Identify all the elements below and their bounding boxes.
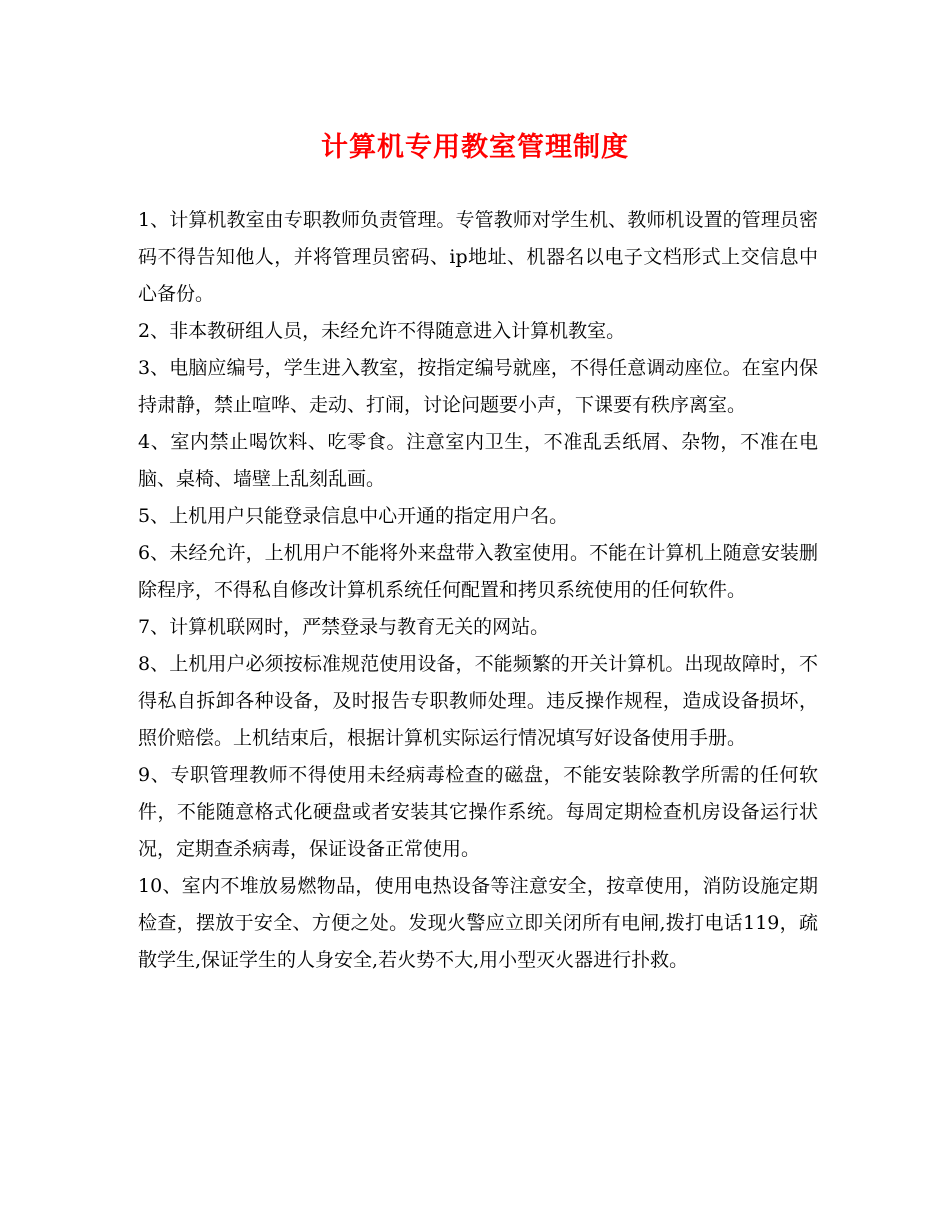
rule-item-6: 6、未经允许，上机用户不能将外来盘带入教室使用。不能在计算机上随意安装删除程序，不得私自修改计算机系统任何配置和拷贝系统使用的任何软件。	[138, 542, 818, 601]
rule-item-9: 9、专职管理教师不得使用未经病毒检查的磁盘，不能安装除教学所需的任何软件，不能随意格式化硬盘或者安装其它操作系统。每周定期检查机房设备运行状况，定期查杀病毒，保证设备正常使用。	[138, 764, 818, 860]
rule-item-1: 1、计算机教室由专职教师负责管理。专管教师对学生机、教师机设置的管理员密码不得告知他人，并将管理员密码、ip地址、机器名以电子文档形式上交信息中心备份。	[138, 209, 818, 305]
document-title: 计算机专用教室管理制度	[321, 132, 629, 163]
rule-item-10: 10、室内不堆放易燃物品，使用电热设备等注意安全，按章使用，消防设施定期检查，摆放于安全、方便之处。发现火警应立即关闭所有电闸,拨打电话119，疏散学生,保证学生的人身安全,若火势不大,用小型灭火器进行扑救。	[138, 875, 818, 971]
rule-item-8: 8、上机用户必须按标准规范使用设备，不能频繁的开关计算机。出现故障时，不得私自拆卸各种设备，及时报告专职教师处理。违反操作规程，造成设备损坏，照价赔偿。上机结束后，根据计算机实际运行情况填写好设备使用手册。	[138, 653, 818, 749]
rule-item-7: 7、计算机联网时，严禁登录与教育无关的网站。	[138, 616, 550, 638]
rule-item-4: 4、室内禁止喝饮料、吃零食。注意室内卫生，不准乱丢纸屑、杂物，不准在电脑、桌椅、墙壁上乱刻乱画。	[138, 431, 818, 490]
rule-item-3: 3、电脑应编号，学生进入教室，按指定编号就座，不得任意调动座位。在室内保持肃静，禁止喧哗、走动、打闹，讨论问题要小声，下课要有秩序离室。	[138, 357, 818, 416]
rules-list	[138, 202, 818, 979]
rule-item-2: 2、非本教研组人员，未经允许不得随意进入计算机教室。	[138, 320, 626, 342]
rule-item-5: 5、上机用户只能登录信息中心开通的指定用户名。	[138, 505, 569, 527]
